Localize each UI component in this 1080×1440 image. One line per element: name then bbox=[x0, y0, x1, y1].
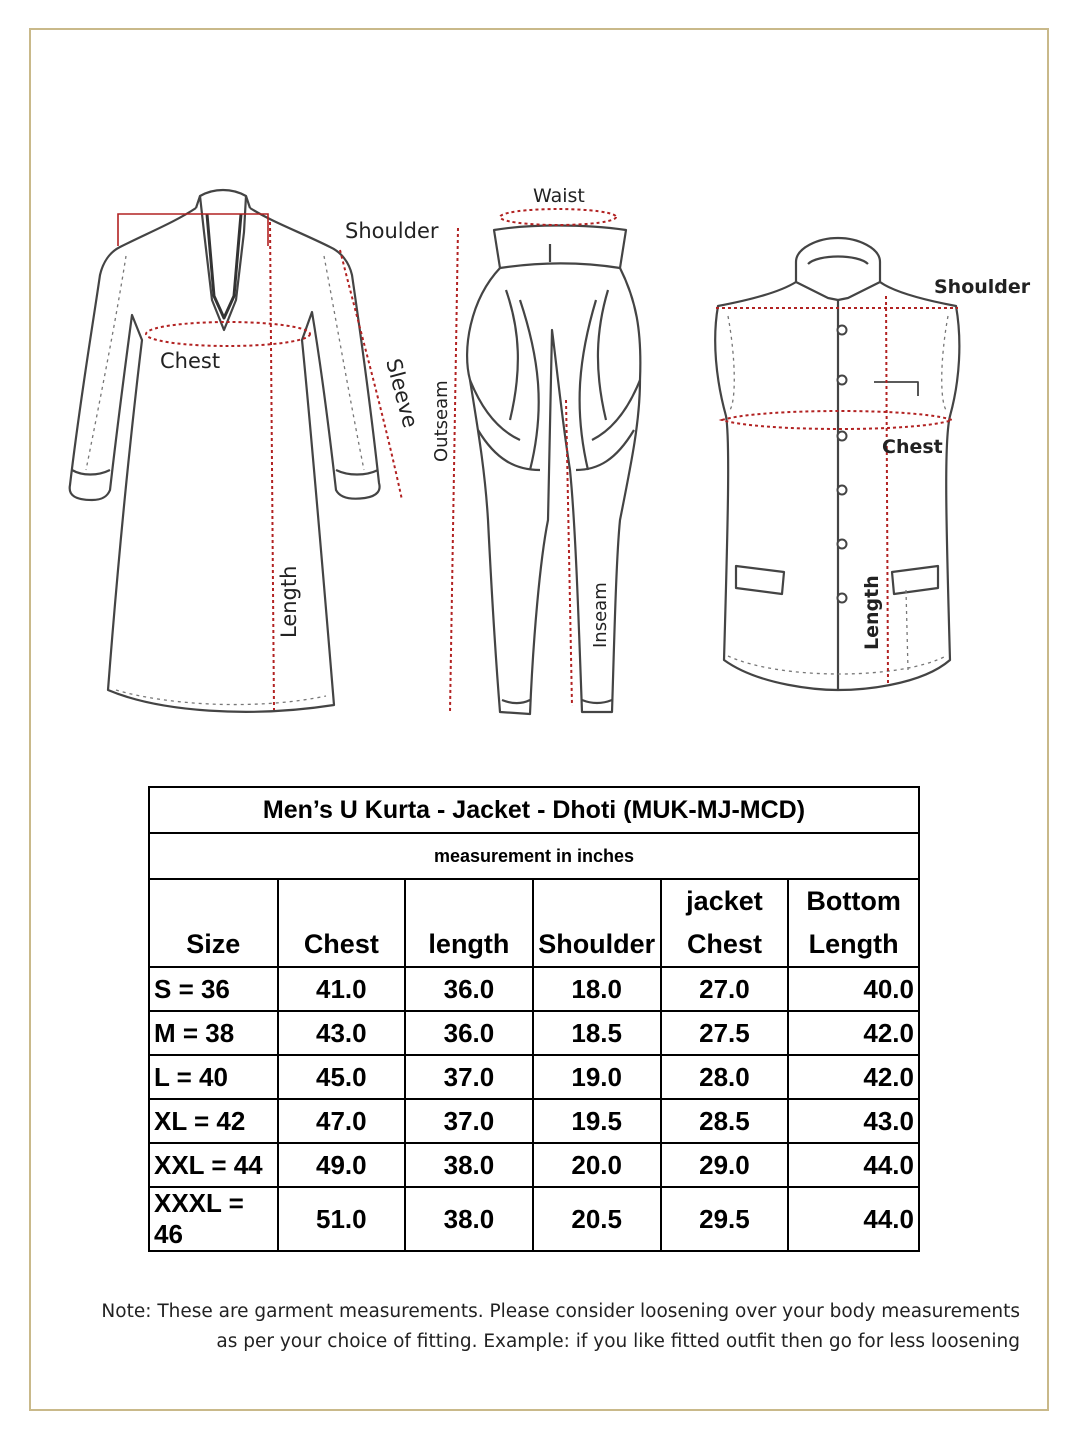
table-row bbox=[149, 1055, 919, 1099]
cell-bottom-length: 44.0 bbox=[788, 1143, 919, 1187]
cell-length: 37.0 bbox=[405, 1099, 533, 1143]
header-bottom-length: Bottom Length bbox=[788, 879, 919, 967]
cell-shoulder: 19.5 bbox=[533, 1099, 661, 1143]
header-length: length bbox=[405, 879, 533, 967]
header-jacket-chest: jacket Chest bbox=[661, 879, 789, 967]
cell-bottom-length: 42.0 bbox=[788, 1055, 919, 1099]
table-row bbox=[149, 1011, 919, 1055]
kurta-shoulder-label: Shoulder bbox=[345, 219, 439, 243]
cell-bottom-length: 40.0 bbox=[788, 967, 919, 1011]
table-subtitle-row bbox=[149, 833, 919, 879]
cell-chest: 47.0 bbox=[278, 1099, 406, 1143]
dhoti-waist-label: Waist bbox=[533, 185, 585, 207]
table-row bbox=[149, 967, 919, 1011]
cell-chest: 41.0 bbox=[278, 967, 406, 1011]
cell-jacket-chest: 27.5 bbox=[661, 1011, 789, 1055]
header-size: Size bbox=[149, 879, 278, 967]
dhoti-outseam-label: Outseam bbox=[431, 380, 452, 462]
cell-size: XXXL = 46 bbox=[149, 1187, 278, 1251]
cell-shoulder: 18.5 bbox=[533, 1011, 661, 1055]
size-chart-table bbox=[148, 786, 920, 1252]
cell-chest: 43.0 bbox=[278, 1011, 406, 1055]
cell-length: 37.0 bbox=[405, 1055, 533, 1099]
header-chest: Chest bbox=[278, 879, 406, 967]
table-row bbox=[149, 1187, 919, 1251]
cell-jacket-chest: 27.0 bbox=[661, 967, 789, 1011]
jacket-shoulder-label: Shoulder bbox=[934, 276, 1031, 298]
kurta-drawing bbox=[70, 190, 380, 712]
cell-size: S = 36 bbox=[149, 967, 278, 1011]
cell-size: XL = 42 bbox=[149, 1099, 278, 1143]
cell-length: 36.0 bbox=[405, 967, 533, 1011]
cell-length: 38.0 bbox=[405, 1143, 533, 1187]
dhoti-inseam-label: Inseam bbox=[590, 582, 611, 648]
cell-shoulder: 19.0 bbox=[533, 1055, 661, 1099]
kurta-length-label: Length bbox=[277, 565, 301, 638]
cell-length: 36.0 bbox=[405, 1011, 533, 1055]
dhoti-drawing bbox=[467, 226, 640, 715]
table-title-row bbox=[149, 787, 919, 833]
cell-jacket-chest: 28.5 bbox=[661, 1099, 789, 1143]
kurta-measure-lines bbox=[118, 214, 402, 710]
jacket-length-label: Length bbox=[861, 575, 883, 650]
table-subtitle: measurement in inches bbox=[149, 833, 919, 879]
kurta-chest-label: Chest bbox=[160, 349, 221, 373]
jacket-chest-label: Chest bbox=[882, 436, 943, 458]
table-title: Men’s U Kurta - Jacket - Dhoti (MUK-MJ-MCD) bbox=[149, 787, 919, 833]
cell-jacket-chest: 29.0 bbox=[661, 1143, 789, 1187]
cell-size: XXL = 44 bbox=[149, 1143, 278, 1187]
header-shoulder: Shoulder bbox=[533, 879, 661, 967]
cell-bottom-length: 43.0 bbox=[788, 1099, 919, 1143]
table-row bbox=[149, 1099, 919, 1143]
cell-jacket-chest: 29.5 bbox=[661, 1187, 789, 1251]
note-line-2: as per your choice of fitting. Example: if you like fitted outfit then go for less loosening bbox=[216, 1331, 1020, 1352]
cell-bottom-length: 44.0 bbox=[788, 1187, 919, 1251]
cell-chest: 51.0 bbox=[278, 1187, 406, 1251]
cell-size: M = 38 bbox=[149, 1011, 278, 1055]
cell-shoulder: 20.0 bbox=[533, 1143, 661, 1187]
jacket-drawing bbox=[715, 238, 959, 690]
cell-size: L = 40 bbox=[149, 1055, 278, 1099]
table-header-row bbox=[149, 879, 919, 967]
cell-chest: 45.0 bbox=[278, 1055, 406, 1099]
cell-shoulder: 18.0 bbox=[533, 967, 661, 1011]
cell-jacket-chest: 28.0 bbox=[661, 1055, 789, 1099]
cell-shoulder: 20.5 bbox=[533, 1187, 661, 1251]
cell-bottom-length: 42.0 bbox=[788, 1011, 919, 1055]
cell-chest: 49.0 bbox=[278, 1143, 406, 1187]
table-row bbox=[149, 1143, 919, 1187]
cell-length: 38.0 bbox=[405, 1187, 533, 1251]
note-line-1: Note: These are garment measurements. Please consider loosening over your body measurements bbox=[101, 1301, 1020, 1322]
kurta-sleeve-label: Sleeve bbox=[381, 356, 423, 431]
